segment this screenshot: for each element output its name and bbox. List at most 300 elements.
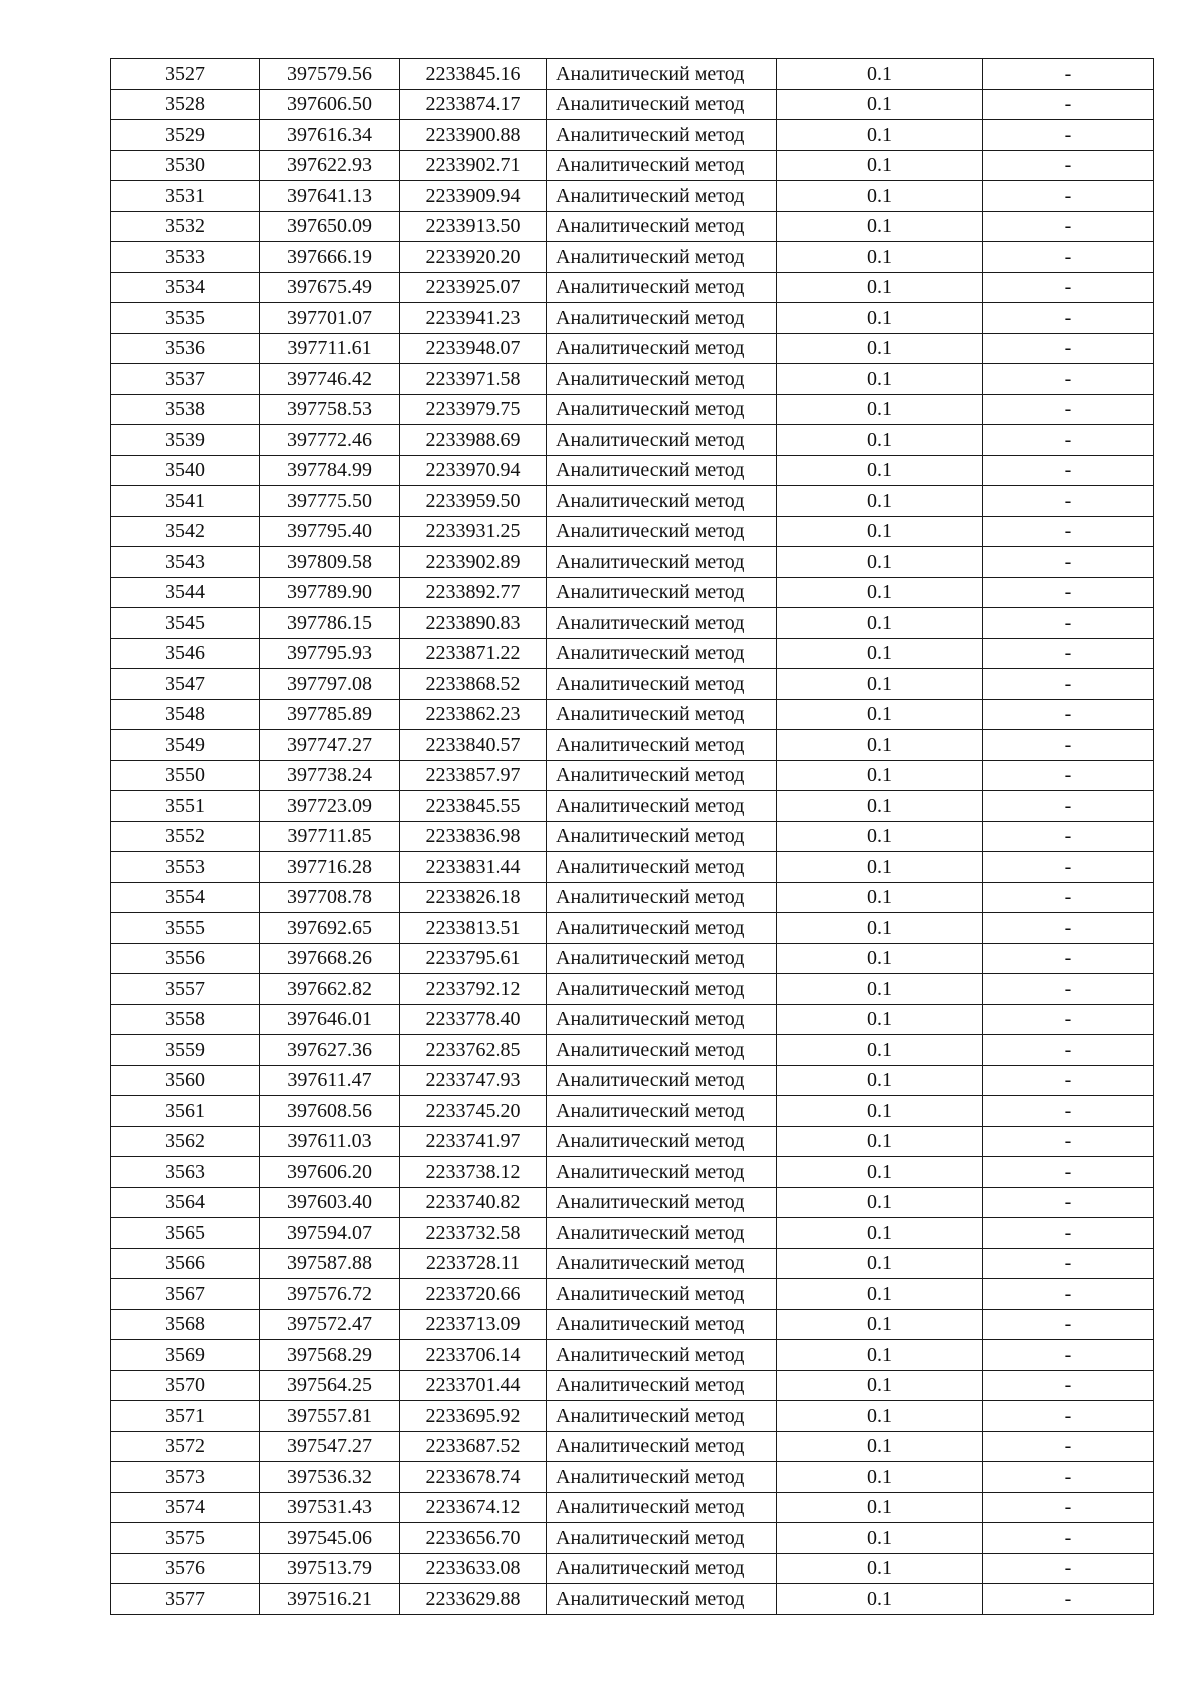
accuracy-cell: 0.1 [777,699,983,730]
method-cell: Аналитический метод [547,1492,777,1523]
note-cell: - [983,669,1154,700]
method-cell: Аналитический метод [547,1248,777,1279]
method-cell: Аналитический метод [547,89,777,120]
x-coordinate-cell: 397568.29 [260,1340,400,1371]
y-coordinate-cell: 2233674.12 [400,1492,547,1523]
y-coordinate-cell: 2233831.44 [400,852,547,883]
y-coordinate-cell: 2233713.09 [400,1309,547,1340]
x-coordinate-cell: 397668.26 [260,943,400,974]
accuracy-cell: 0.1 [777,1279,983,1310]
table-row [111,242,1154,273]
point-number-cell: 3529 [111,120,260,151]
y-coordinate-cell: 2233902.71 [400,150,547,181]
method-cell: Аналитический метод [547,1309,777,1340]
y-coordinate-cell: 2233629.88 [400,1584,547,1615]
note-cell: - [983,211,1154,242]
method-cell: Аналитический метод [547,608,777,639]
note-cell: - [983,1431,1154,1462]
note-cell: - [983,1157,1154,1188]
table-row [111,699,1154,730]
y-coordinate-cell: 2233913.50 [400,211,547,242]
point-number-cell: 3528 [111,89,260,120]
x-coordinate-cell: 397531.43 [260,1492,400,1523]
table-row [111,1462,1154,1493]
x-coordinate-cell: 397606.20 [260,1157,400,1188]
table-row [111,150,1154,181]
point-number-cell: 3567 [111,1279,260,1310]
table-row [111,1187,1154,1218]
method-cell: Аналитический метод [547,638,777,669]
y-coordinate-cell: 2233874.17 [400,89,547,120]
accuracy-cell: 0.1 [777,89,983,120]
accuracy-cell: 0.1 [777,577,983,608]
table-row [111,791,1154,822]
table-row [111,974,1154,1005]
note-cell: - [983,577,1154,608]
note-cell: - [983,1096,1154,1127]
point-number-cell: 3554 [111,882,260,913]
note-cell: - [983,455,1154,486]
method-cell: Аналитический метод [547,547,777,578]
method-cell: Аналитический метод [547,821,777,852]
y-coordinate-cell: 2233862.23 [400,699,547,730]
y-coordinate-cell: 2233813.51 [400,913,547,944]
table-row [111,1035,1154,1066]
table-row [111,272,1154,303]
x-coordinate-cell: 397608.56 [260,1096,400,1127]
point-number-cell: 3552 [111,821,260,852]
y-coordinate-cell: 2233633.08 [400,1553,547,1584]
point-number-cell: 3539 [111,425,260,456]
method-cell: Аналитический метод [547,1157,777,1188]
method-cell: Аналитический метод [547,1218,777,1249]
method-cell: Аналитический метод [547,516,777,547]
note-cell: - [983,1035,1154,1066]
note-cell: - [983,608,1154,639]
method-cell: Аналитический метод [547,791,777,822]
method-cell: Аналитический метод [547,303,777,334]
point-number-cell: 3533 [111,242,260,273]
table-row [111,730,1154,761]
method-cell: Аналитический метод [547,760,777,791]
note-cell: - [983,364,1154,395]
x-coordinate-cell: 397622.93 [260,150,400,181]
accuracy-cell: 0.1 [777,638,983,669]
note-cell: - [983,1187,1154,1218]
accuracy-cell: 0.1 [777,211,983,242]
accuracy-cell: 0.1 [777,760,983,791]
y-coordinate-cell: 2233745.20 [400,1096,547,1127]
accuracy-cell: 0.1 [777,1157,983,1188]
accuracy-cell: 0.1 [777,1401,983,1432]
y-coordinate-cell: 2233740.82 [400,1187,547,1218]
table-row [111,455,1154,486]
method-cell: Аналитический метод [547,1004,777,1035]
point-number-cell: 3576 [111,1553,260,1584]
accuracy-cell: 0.1 [777,1553,983,1584]
point-number-cell: 3544 [111,577,260,608]
y-coordinate-cell: 2233845.55 [400,791,547,822]
note-cell: - [983,1492,1154,1523]
method-cell: Аналитический метод [547,486,777,517]
x-coordinate-cell: 397795.40 [260,516,400,547]
table-row [111,181,1154,212]
note-cell: - [983,943,1154,974]
y-coordinate-cell: 2233931.25 [400,516,547,547]
accuracy-cell: 0.1 [777,486,983,517]
accuracy-cell: 0.1 [777,1492,983,1523]
accuracy-cell: 0.1 [777,394,983,425]
point-number-cell: 3555 [111,913,260,944]
y-coordinate-cell: 2233840.57 [400,730,547,761]
x-coordinate-cell: 397809.58 [260,547,400,578]
table-row [111,333,1154,364]
x-coordinate-cell: 397692.65 [260,913,400,944]
note-cell: - [983,791,1154,822]
note-cell: - [983,730,1154,761]
method-cell: Аналитический метод [547,669,777,700]
point-number-cell: 3532 [111,211,260,242]
point-number-cell: 3570 [111,1370,260,1401]
y-coordinate-cell: 2233732.58 [400,1218,547,1249]
accuracy-cell: 0.1 [777,333,983,364]
method-cell: Аналитический метод [547,1126,777,1157]
method-cell: Аналитический метод [547,120,777,151]
table-row [111,1553,1154,1584]
point-number-cell: 3559 [111,1035,260,1066]
table-row [111,913,1154,944]
point-number-cell: 3566 [111,1248,260,1279]
note-cell: - [983,760,1154,791]
note-cell: - [983,272,1154,303]
point-number-cell: 3549 [111,730,260,761]
note-cell: - [983,425,1154,456]
accuracy-cell: 0.1 [777,242,983,273]
accuracy-cell: 0.1 [777,425,983,456]
point-number-cell: 3546 [111,638,260,669]
method-cell: Аналитический метод [547,242,777,273]
method-cell: Аналитический метод [547,333,777,364]
note-cell: - [983,1553,1154,1584]
method-cell: Аналитический метод [547,913,777,944]
method-cell: Аналитический метод [547,1462,777,1493]
y-coordinate-cell: 2233900.88 [400,120,547,151]
accuracy-cell: 0.1 [777,120,983,151]
point-number-cell: 3562 [111,1126,260,1157]
y-coordinate-cell: 2233706.14 [400,1340,547,1371]
accuracy-cell: 0.1 [777,1218,983,1249]
method-cell: Аналитический метод [547,1187,777,1218]
x-coordinate-cell: 397708.78 [260,882,400,913]
point-number-cell: 3571 [111,1401,260,1432]
method-cell: Аналитический метод [547,394,777,425]
coordinates-table-body [111,59,1154,1615]
point-number-cell: 3541 [111,486,260,517]
y-coordinate-cell: 2233890.83 [400,608,547,639]
point-number-cell: 3550 [111,760,260,791]
table-row [111,394,1154,425]
note-cell: - [983,1126,1154,1157]
accuracy-cell: 0.1 [777,852,983,883]
accuracy-cell: 0.1 [777,1126,983,1157]
point-number-cell: 3542 [111,516,260,547]
table-row [111,547,1154,578]
y-coordinate-cell: 2233941.23 [400,303,547,334]
point-number-cell: 3535 [111,303,260,334]
y-coordinate-cell: 2233948.07 [400,333,547,364]
point-number-cell: 3545 [111,608,260,639]
y-coordinate-cell: 2233778.40 [400,1004,547,1035]
method-cell: Аналитический метод [547,1340,777,1371]
table-row [111,821,1154,852]
table-row [111,1370,1154,1401]
method-cell: Аналитический метод [547,943,777,974]
x-coordinate-cell: 397789.90 [260,577,400,608]
table-row [111,364,1154,395]
table-row [111,1126,1154,1157]
table-row [111,943,1154,974]
note-cell: - [983,242,1154,273]
table-row [111,1218,1154,1249]
table-row [111,1309,1154,1340]
x-coordinate-cell: 397646.01 [260,1004,400,1035]
method-cell: Аналитический метод [547,272,777,303]
point-number-cell: 3527 [111,59,260,90]
x-coordinate-cell: 397711.61 [260,333,400,364]
point-number-cell: 3568 [111,1309,260,1340]
table-row [111,852,1154,883]
table-row [111,1157,1154,1188]
point-number-cell: 3557 [111,974,260,1005]
table-row [111,1065,1154,1096]
method-cell: Аналитический метод [547,1096,777,1127]
x-coordinate-cell: 397711.85 [260,821,400,852]
note-cell: - [983,181,1154,212]
note-cell: - [983,1401,1154,1432]
note-cell: - [983,1309,1154,1340]
note-cell: - [983,333,1154,364]
note-cell: - [983,974,1154,1005]
x-coordinate-cell: 397572.47 [260,1309,400,1340]
y-coordinate-cell: 2233979.75 [400,394,547,425]
accuracy-cell: 0.1 [777,1004,983,1035]
y-coordinate-cell: 2233970.94 [400,455,547,486]
y-coordinate-cell: 2233988.69 [400,425,547,456]
method-cell: Аналитический метод [547,455,777,486]
method-cell: Аналитический метод [547,577,777,608]
table-row [111,59,1154,90]
y-coordinate-cell: 2233738.12 [400,1157,547,1188]
accuracy-cell: 0.1 [777,669,983,700]
note-cell: - [983,699,1154,730]
x-coordinate-cell: 397603.40 [260,1187,400,1218]
accuracy-cell: 0.1 [777,913,983,944]
table-row [111,669,1154,700]
y-coordinate-cell: 2233656.70 [400,1523,547,1554]
point-number-cell: 3538 [111,394,260,425]
y-coordinate-cell: 2233695.92 [400,1401,547,1432]
x-coordinate-cell: 397641.13 [260,181,400,212]
accuracy-cell: 0.1 [777,821,983,852]
x-coordinate-cell: 397785.89 [260,699,400,730]
point-number-cell: 3547 [111,669,260,700]
table-row [111,1401,1154,1432]
method-cell: Аналитический метод [547,730,777,761]
y-coordinate-cell: 2233925.07 [400,272,547,303]
point-number-cell: 3563 [111,1157,260,1188]
table-row [111,89,1154,120]
table-row [111,1096,1154,1127]
x-coordinate-cell: 397650.09 [260,211,400,242]
accuracy-cell: 0.1 [777,1431,983,1462]
y-coordinate-cell: 2233741.97 [400,1126,547,1157]
coordinates-table [110,58,1154,1615]
y-coordinate-cell: 2233902.89 [400,547,547,578]
accuracy-cell: 0.1 [777,1187,983,1218]
y-coordinate-cell: 2233720.66 [400,1279,547,1310]
note-cell: - [983,303,1154,334]
table-row [111,303,1154,334]
accuracy-cell: 0.1 [777,974,983,1005]
x-coordinate-cell: 397666.19 [260,242,400,273]
x-coordinate-cell: 397587.88 [260,1248,400,1279]
y-coordinate-cell: 2233762.85 [400,1035,547,1066]
method-cell: Аналитический метод [547,1035,777,1066]
note-cell: - [983,1065,1154,1096]
note-cell: - [983,1004,1154,1035]
table-row [111,211,1154,242]
point-number-cell: 3560 [111,1065,260,1096]
table-row [111,1340,1154,1371]
y-coordinate-cell: 2233687.52 [400,1431,547,1462]
x-coordinate-cell: 397797.08 [260,669,400,700]
note-cell: - [983,913,1154,944]
note-cell: - [983,1340,1154,1371]
accuracy-cell: 0.1 [777,364,983,395]
x-coordinate-cell: 397772.46 [260,425,400,456]
table-row [111,1492,1154,1523]
point-number-cell: 3575 [111,1523,260,1554]
note-cell: - [983,1248,1154,1279]
y-coordinate-cell: 2233871.22 [400,638,547,669]
table-row [111,638,1154,669]
accuracy-cell: 0.1 [777,1523,983,1554]
y-coordinate-cell: 2233826.18 [400,882,547,913]
method-cell: Аналитический метод [547,1401,777,1432]
x-coordinate-cell: 397536.32 [260,1462,400,1493]
point-number-cell: 3531 [111,181,260,212]
y-coordinate-cell: 2233678.74 [400,1462,547,1493]
table-row [111,120,1154,151]
point-number-cell: 3548 [111,699,260,730]
method-cell: Аналитический метод [547,364,777,395]
point-number-cell: 3565 [111,1218,260,1249]
y-coordinate-cell: 2233845.16 [400,59,547,90]
note-cell: - [983,638,1154,669]
method-cell: Аналитический метод [547,1431,777,1462]
note-cell: - [983,394,1154,425]
method-cell: Аналитический метод [547,1065,777,1096]
accuracy-cell: 0.1 [777,1462,983,1493]
table-row [111,425,1154,456]
y-coordinate-cell: 2233701.44 [400,1370,547,1401]
accuracy-cell: 0.1 [777,791,983,822]
accuracy-cell: 0.1 [777,882,983,913]
x-coordinate-cell: 397775.50 [260,486,400,517]
point-number-cell: 3572 [111,1431,260,1462]
x-coordinate-cell: 397616.34 [260,120,400,151]
point-number-cell: 3534 [111,272,260,303]
x-coordinate-cell: 397579.56 [260,59,400,90]
accuracy-cell: 0.1 [777,1309,983,1340]
note-cell: - [983,59,1154,90]
x-coordinate-cell: 397594.07 [260,1218,400,1249]
x-coordinate-cell: 397723.09 [260,791,400,822]
y-coordinate-cell: 2233909.94 [400,181,547,212]
table-row [111,1431,1154,1462]
x-coordinate-cell: 397738.24 [260,760,400,791]
accuracy-cell: 0.1 [777,1096,983,1127]
x-coordinate-cell: 397606.50 [260,89,400,120]
point-number-cell: 3577 [111,1584,260,1615]
x-coordinate-cell: 397795.93 [260,638,400,669]
accuracy-cell: 0.1 [777,1035,983,1066]
accuracy-cell: 0.1 [777,943,983,974]
x-coordinate-cell: 397746.42 [260,364,400,395]
point-number-cell: 3530 [111,150,260,181]
accuracy-cell: 0.1 [777,1584,983,1615]
note-cell: - [983,89,1154,120]
note-cell: - [983,547,1154,578]
table-row [111,1523,1154,1554]
x-coordinate-cell: 397611.47 [260,1065,400,1096]
note-cell: - [983,1218,1154,1249]
x-coordinate-cell: 397786.15 [260,608,400,639]
note-cell: - [983,852,1154,883]
x-coordinate-cell: 397627.36 [260,1035,400,1066]
accuracy-cell: 0.1 [777,547,983,578]
y-coordinate-cell: 2233728.11 [400,1248,547,1279]
note-cell: - [983,1523,1154,1554]
point-number-cell: 3553 [111,852,260,883]
y-coordinate-cell: 2233868.52 [400,669,547,700]
table-row [111,608,1154,639]
y-coordinate-cell: 2233747.93 [400,1065,547,1096]
table-row [111,516,1154,547]
point-number-cell: 3536 [111,333,260,364]
accuracy-cell: 0.1 [777,455,983,486]
table-row [111,486,1154,517]
point-number-cell: 3537 [111,364,260,395]
point-number-cell: 3556 [111,943,260,974]
y-coordinate-cell: 2233795.61 [400,943,547,974]
x-coordinate-cell: 397547.27 [260,1431,400,1462]
note-cell: - [983,882,1154,913]
accuracy-cell: 0.1 [777,730,983,761]
x-coordinate-cell: 397516.21 [260,1584,400,1615]
y-coordinate-cell: 2233971.58 [400,364,547,395]
method-cell: Аналитический метод [547,1584,777,1615]
x-coordinate-cell: 397513.79 [260,1553,400,1584]
point-number-cell: 3573 [111,1462,260,1493]
accuracy-cell: 0.1 [777,150,983,181]
y-coordinate-cell: 2233857.97 [400,760,547,791]
point-number-cell: 3543 [111,547,260,578]
x-coordinate-cell: 397675.49 [260,272,400,303]
point-number-cell: 3561 [111,1096,260,1127]
note-cell: - [983,120,1154,151]
accuracy-cell: 0.1 [777,608,983,639]
